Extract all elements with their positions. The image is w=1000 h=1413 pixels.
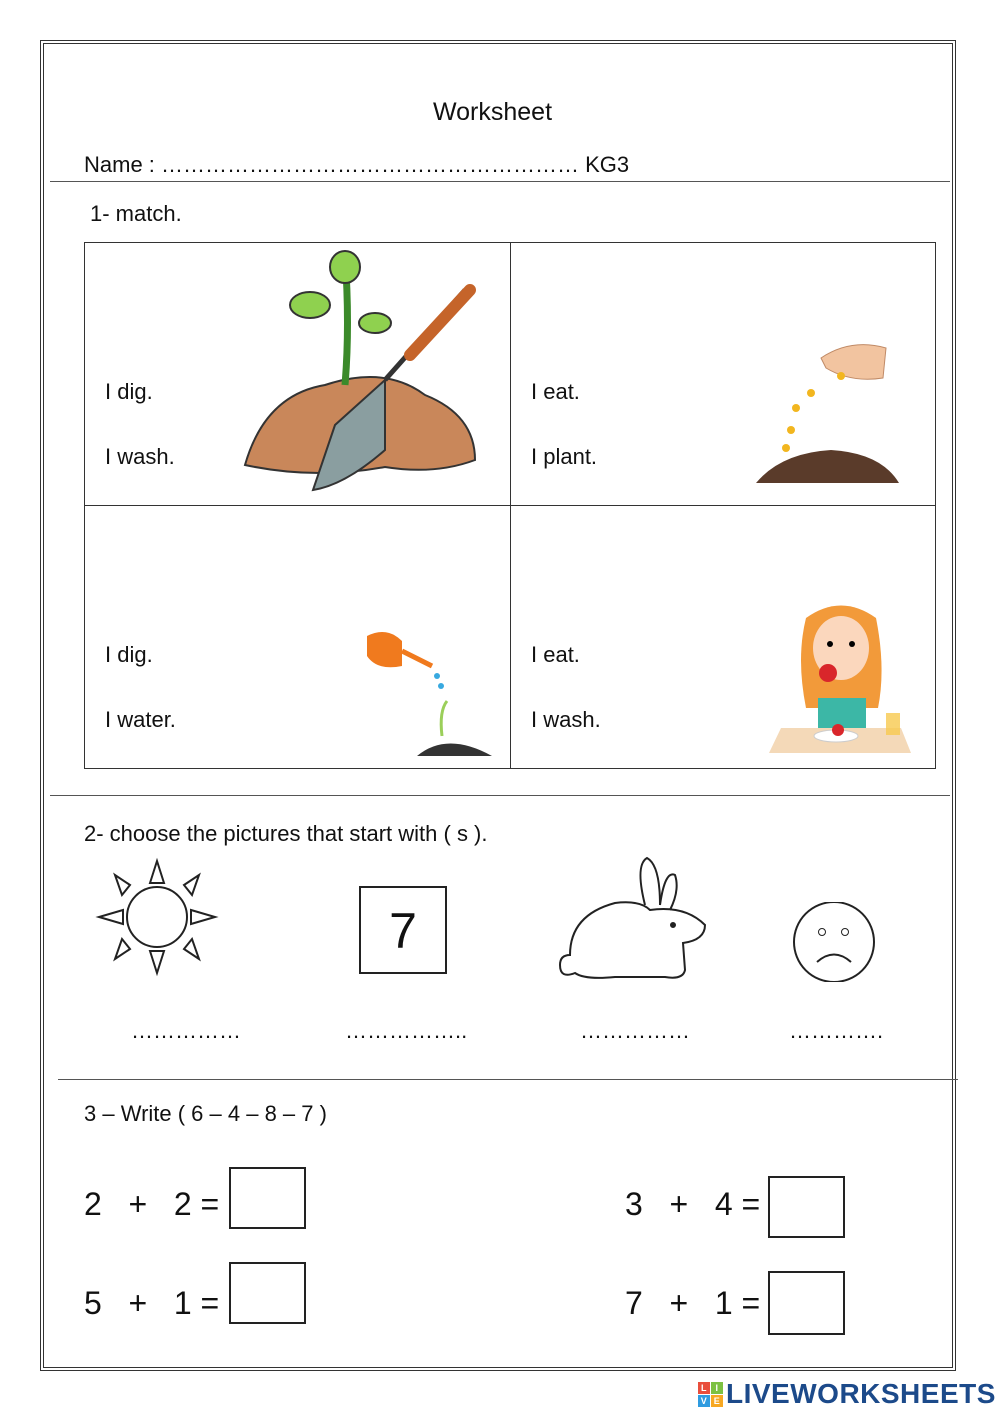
page-title: Worksheet xyxy=(433,98,553,126)
answer-box[interactable] xyxy=(768,1271,845,1335)
liveworksheets-logo xyxy=(698,1378,996,1410)
rabbit-icon[interactable] xyxy=(555,855,710,983)
sad-face-icon[interactable] xyxy=(792,902,878,982)
answer-blank[interactable]: …………. xyxy=(789,1018,884,1043)
watering-can-icon xyxy=(357,616,497,761)
match-cell xyxy=(84,242,511,506)
equation: 3 + 4 = xyxy=(625,1186,761,1222)
logo-text: LIVEWORKSHEETS xyxy=(726,1378,996,1409)
section3-heading: 3 – Write ( 6 – 4 – 8 – 7 ) xyxy=(84,1101,327,1126)
answer-blank[interactable]: …………… xyxy=(131,1018,241,1043)
answer-blank[interactable]: …………….. xyxy=(345,1018,468,1043)
equation: 5 + 1 = xyxy=(84,1285,220,1321)
match-option[interactable]: I water. xyxy=(105,707,176,732)
answer-box[interactable] xyxy=(768,1176,845,1238)
match-option[interactable]: I wash. xyxy=(531,707,601,732)
match-cell xyxy=(510,242,936,506)
divider xyxy=(58,1079,958,1080)
match-option[interactable]: I eat. xyxy=(531,379,580,404)
equation: 2 + 2 = xyxy=(84,1186,220,1222)
shovel-plant-icon xyxy=(235,245,485,500)
match-option[interactable]: I dig. xyxy=(105,642,153,667)
logo-letter: E xyxy=(711,1395,723,1407)
match-option[interactable]: I eat. xyxy=(531,642,580,667)
logo-letter: L xyxy=(698,1382,710,1394)
sun-icon[interactable] xyxy=(95,855,219,979)
answer-box[interactable] xyxy=(229,1262,306,1324)
hand-planting-seeds-icon xyxy=(751,338,901,493)
divider xyxy=(50,181,950,182)
match-option[interactable]: I wash. xyxy=(105,444,175,469)
section2-heading: 2- choose the pictures that start with ( s ). xyxy=(84,821,488,846)
logo-letter: V xyxy=(698,1395,710,1407)
section1-heading: 1- match. xyxy=(90,201,182,226)
match-option[interactable]: I plant. xyxy=(531,444,598,469)
match-cell xyxy=(510,505,936,769)
girl-eating-icon xyxy=(766,598,916,753)
logo-letter: I xyxy=(711,1382,723,1394)
match-cell xyxy=(84,505,511,769)
answer-blank[interactable]: …………… xyxy=(580,1018,690,1043)
live-logo-icon xyxy=(698,1382,723,1407)
name-line: Name : ………………………………………………… KG3 xyxy=(84,152,630,177)
divider xyxy=(50,795,950,796)
answer-box[interactable] xyxy=(229,1167,306,1229)
number-card[interactable]: 7 xyxy=(359,886,447,974)
equation: 7 + 1 = xyxy=(625,1285,761,1321)
match-option[interactable]: I dig. xyxy=(105,379,153,404)
